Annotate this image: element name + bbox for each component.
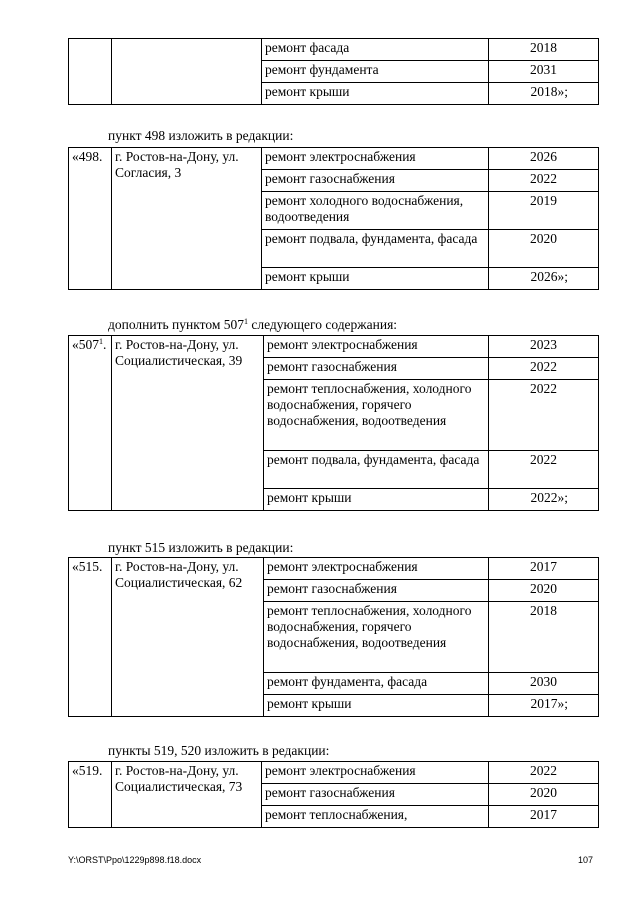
year-cell: 2026 xyxy=(489,148,599,170)
year-cell: 2017 xyxy=(489,806,599,828)
item-table-519 xyxy=(68,761,599,828)
year-cell: 2020 xyxy=(489,580,599,602)
work-cell: ремонт электроснабжения xyxy=(264,558,489,580)
work-cell: ремонт газоснабжения xyxy=(264,580,489,602)
work-cell: ремонт электроснабжения xyxy=(262,148,489,170)
work-cell: ремонт газоснабжения xyxy=(264,358,489,380)
address: г. Ростов-на-Дону, ул. Социалистическая, 62 xyxy=(112,558,264,717)
year-cell: 2018 xyxy=(489,602,599,673)
item-number: «515. xyxy=(69,558,112,717)
year-cell: 2026»; xyxy=(489,268,599,290)
section-caption: дополнить пунктом $507^1$ следующего содержания: xyxy=(108,317,398,332)
work-cell: ремонт крыши xyxy=(262,268,489,290)
year-cell: 2020 xyxy=(489,230,599,268)
work-cell: ремонт холодного водоснабжения, водоотведения xyxy=(262,192,489,230)
year-cell: 2022»; xyxy=(489,489,599,511)
item-table-498 xyxy=(68,147,599,290)
year-cell: 2031 xyxy=(489,61,599,83)
year-cell: 2017 xyxy=(489,558,599,580)
year-cell: 2019 xyxy=(489,192,599,230)
continuation-table xyxy=(68,38,599,105)
address-cell xyxy=(112,39,262,105)
work-cell: ремонт крыши xyxy=(262,83,489,105)
year-cell: 2022 xyxy=(489,380,599,451)
year-cell: 2022 xyxy=(489,358,599,380)
year-cell: 2023 xyxy=(489,336,599,358)
year-cell: 2018»; xyxy=(489,83,599,105)
work-cell: ремонт теплоснабжения, холодного водоснабжения, горячего водоснабжения, водоотведения xyxy=(264,380,489,451)
footer-file-path: Y:\ORST\Ppo\1229p898.f18.docx xyxy=(68,855,202,865)
work-cell: ремонт крыши xyxy=(264,489,489,511)
work-cell: ремонт подвала, фундамента, фасада xyxy=(264,451,489,489)
footer-page-number: 107 xyxy=(578,855,594,865)
work-cell: ремонт газоснабжения xyxy=(262,170,489,192)
year-cell: 2017»; xyxy=(489,695,599,717)
work-cell: ремонт фундамента xyxy=(262,61,489,83)
item-number-cell xyxy=(69,39,112,105)
section-caption: пункт 498 изложить в редакции: xyxy=(108,128,294,143)
item-number: «519. xyxy=(69,762,112,828)
work-cell: ремонт электроснабжения xyxy=(262,762,489,784)
work-cell: ремонт электроснабжения xyxy=(264,336,489,358)
year-cell: 2022 xyxy=(489,451,599,489)
work-cell: ремонт подвала, фундамента, фасада xyxy=(262,230,489,268)
work-cell: ремонт газоснабжения xyxy=(262,784,489,806)
work-cell: ремонт фундамента, фасада xyxy=(264,673,489,695)
address: г. Ростов-на-Дону, ул. Социалистическая, 73 xyxy=(112,762,262,828)
address: г. Ростов-на-Дону, ул. Согласия, 3 xyxy=(112,148,262,290)
year-cell: 2022 xyxy=(489,170,599,192)
section-caption: пункты 519, 520 изложить в редакции: xyxy=(108,743,330,758)
work-cell: ремонт крыши xyxy=(264,695,489,717)
item-table-515 xyxy=(68,557,599,717)
year-cell: 2020 xyxy=(489,784,599,806)
work-cell: ремонт теплоснабжения, холодного водоснабжения, горячего водоснабжения, водоотведения xyxy=(264,602,489,673)
item-table-507-1 xyxy=(68,335,599,511)
year-cell: 2030 xyxy=(489,673,599,695)
year-cell: 2022 xyxy=(489,762,599,784)
item-number: «498. xyxy=(69,148,112,290)
year-cell: 2018 xyxy=(489,39,599,61)
work-cell: ремонт теплоснабжения, xyxy=(262,806,489,828)
section-caption: пункт 515 изложить в редакции: xyxy=(108,540,294,555)
address: г. Ростов-на-Дону, ул. Социалистическая, 39 xyxy=(112,336,264,511)
work-cell: ремонт фасада xyxy=(262,39,489,61)
item-number: «$507^1$. xyxy=(69,336,112,511)
